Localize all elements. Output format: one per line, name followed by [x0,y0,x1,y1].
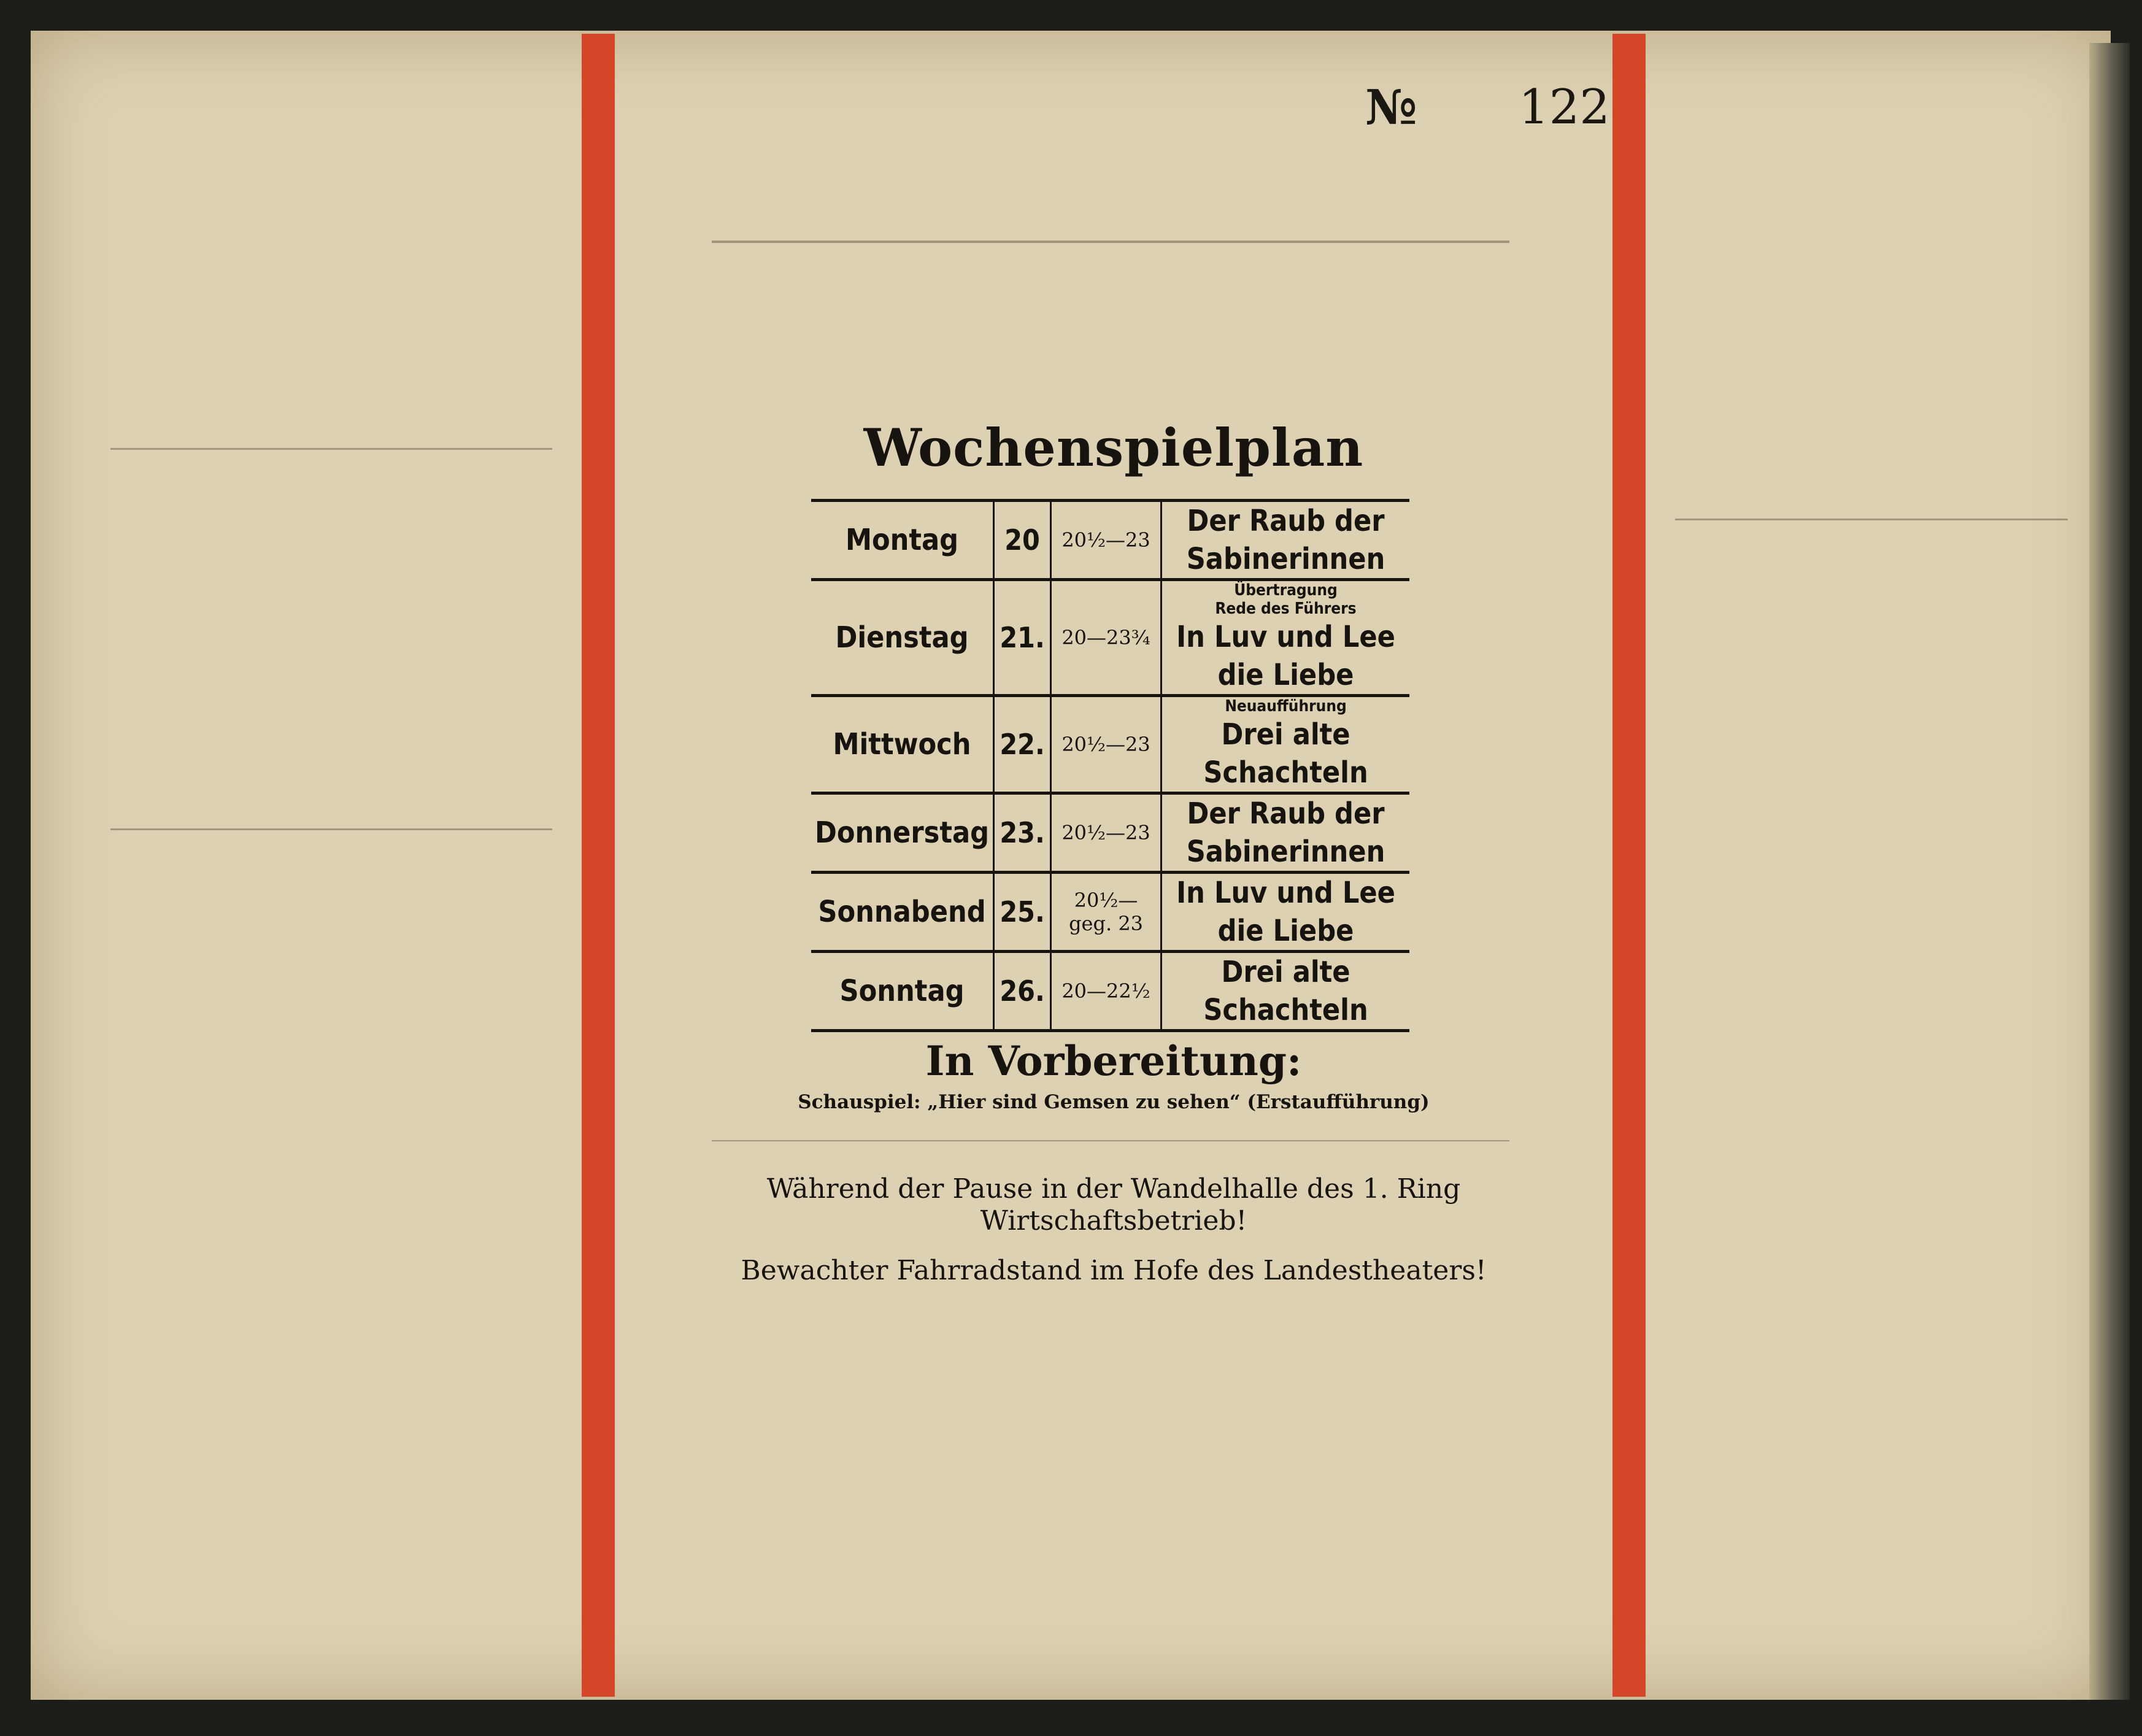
schedule-play-title: Der Raub der Sabinerinnen [1186,797,1385,869]
schedule-row [811,952,1409,1031]
schedule-date: 23. [994,793,1051,873]
page-number [1365,80,1610,141]
schedule-day: Sonnabend [811,873,994,952]
schedule-time [1051,501,1162,580]
schedule-play-title: Der Raub der Sabinerinnen [1186,504,1385,576]
schedule-time [1051,873,1162,952]
schedule-time [1051,793,1162,873]
schedule-row [811,696,1409,793]
schedule-time [1051,696,1162,793]
schedule-date: 25. [994,873,1051,952]
schedule-day: Donnerstag [811,793,994,873]
schedule-row [811,873,1409,952]
schedule-day: Mittwoch [811,696,994,793]
schedule-row [811,580,1409,696]
schedule-note: Übertragung [1234,581,1338,600]
schedule-time-line: 20½— [1074,889,1138,912]
schedule-date: 21. [994,580,1051,696]
red-stripe-left [582,34,615,1697]
schedule-time-line: geg. 23 [1069,912,1144,935]
schedule-play-title: Drei alte Schachteln [1203,717,1368,790]
schedule-row [811,501,1409,580]
schedule-note: Neuaufführung [1225,697,1347,716]
schedule-day: Sonntag [811,952,994,1031]
notice-bicycle: Bewachter Fahrradstand im Hofe des Landestheaters! [741,1255,1487,1286]
schedule-date: 26. [994,952,1051,1031]
schedule-play [1162,873,1409,952]
schedule-play [1162,580,1409,696]
schedule-note: Rede des Führers [1215,600,1357,618]
schedule-play-title: Drei alte Schachteln [1203,955,1368,1027]
schedule-row [811,793,1409,873]
schedule-date: 22. [994,696,1051,793]
schedule-play [1162,696,1409,793]
show-through-rule-2 [712,1140,1509,1141]
schedule-play [1162,793,1409,873]
page-edge [2089,43,2130,1700]
in-preparation-line: Schauspiel: „Hier sind Gemsen zu sehen“ (Erstaufführung) [798,1091,1430,1113]
schedule-play-title: In Luv und Lee die Liebe [1176,620,1395,692]
schedule-time-line: 20½—23 [1061,821,1150,844]
schedule-day: Montag [811,501,994,580]
schedule-play-title: In Luv und Lee die Liebe [1176,876,1395,948]
red-stripe-right [1612,34,1646,1697]
page-title: Wochenspielplan [863,417,1364,478]
left-rule [110,448,552,450]
schedule-time-line: 20½—23 [1061,528,1150,552]
schedule-time-line: 20—22½ [1061,979,1150,1003]
schedule-play [1162,501,1409,580]
schedule-day: Dienstag [811,580,994,696]
schedule-table [811,499,1409,1032]
notice-line: Wirtschaftsbetrieb! [980,1205,1247,1236]
schedule-time-line: 20—23¾ [1061,626,1150,649]
in-preparation-heading: In Vorbereitung: [925,1037,1302,1085]
notice-line: Während der Pause in der Wandelhalle des 1. Ring [766,1173,1461,1205]
schedule-play [1162,952,1409,1031]
schedule-time [1051,580,1162,696]
number-value: 122 [1519,80,1610,135]
notice-intermission [615,1173,1612,1237]
right-rule [1675,519,2068,520]
schedule-date: 20 [994,501,1051,580]
number-sign: № [1365,80,1417,136]
left-rule-2 [110,828,552,830]
schedule-time [1051,952,1162,1031]
show-through-rule [712,241,1509,243]
schedule-time-line: 20½—23 [1061,733,1150,756]
